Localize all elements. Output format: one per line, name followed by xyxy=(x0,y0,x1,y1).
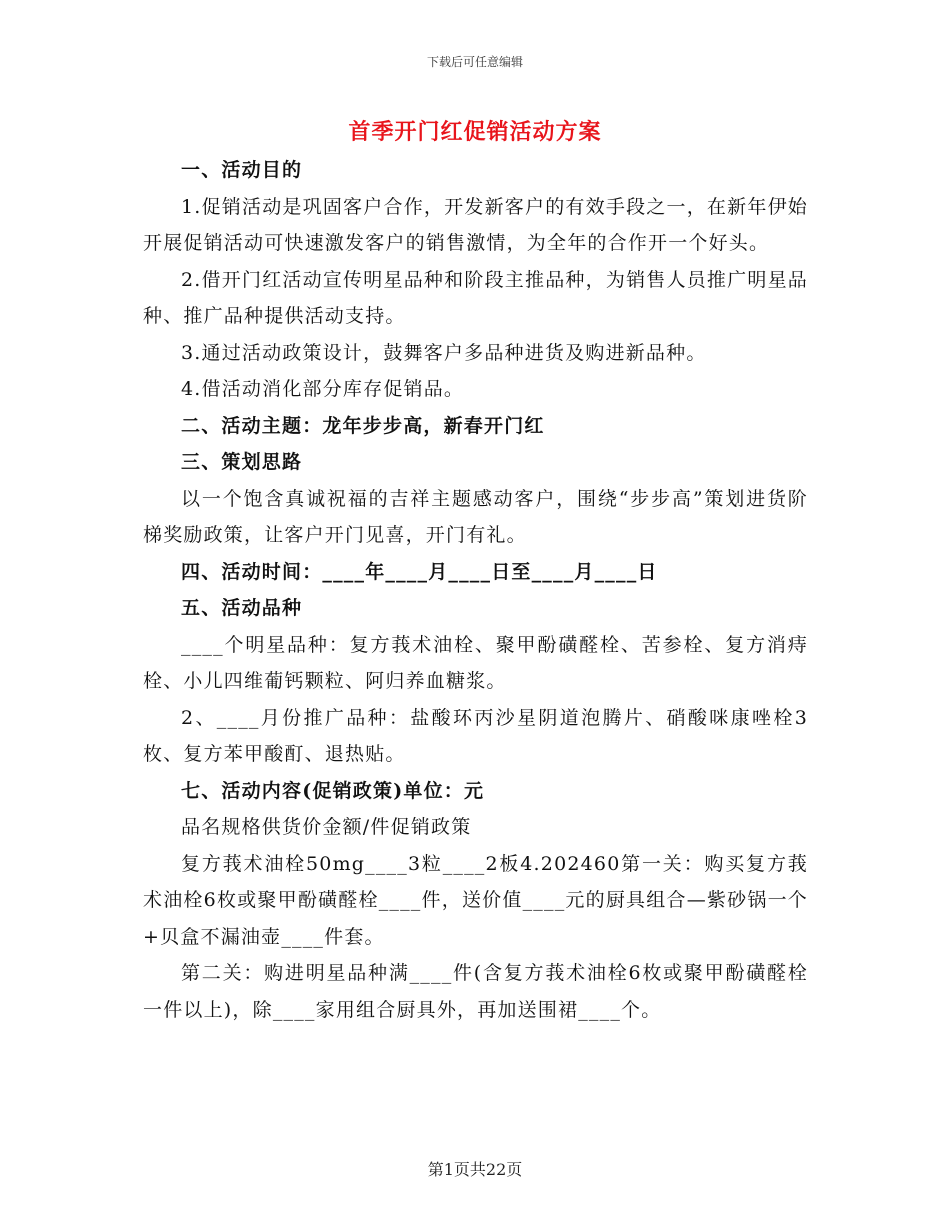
paragraph-purpose-1: 1.促销活动是巩固客户合作，开发新客户的有效手段之一，在新年伊始开展促销活动可快速激发客户的销售激情，为全年的合作开一个好头。 xyxy=(143,195,808,254)
paragraph-star-products: ____个明星品种：复方莪术油栓、聚甲酚磺醛栓、苦参栓、复方消痔栓、小儿四维葡钙颗粒、阿归养血糖浆。 xyxy=(143,633,808,692)
paragraph-purpose-2: 2.借开门红活动宣传明星品种和阶段主推品种，为销售人员推广明星品种、推广品种提供活动支持。 xyxy=(143,268,808,327)
paragraph-purpose-4: 4.借活动消化部分库存促销品。 xyxy=(181,378,465,400)
section-heading-time: 四、活动时间：____年____月____日至____月____日 xyxy=(181,560,658,583)
section-heading-purpose: 一、活动目的 xyxy=(181,159,303,181)
document-body xyxy=(143,152,808,1028)
section-heading-planning: 三、策划思路 xyxy=(181,451,303,473)
paragraph-promo-products: 2、____月份推广品种：盐酸环丙沙星阴道泡腾片、硝酸咪康唑栓3枚、复方苯甲酸酊、退热贴。 xyxy=(143,706,808,765)
header-note: 下载后可任意编辑 xyxy=(426,55,523,69)
section-heading-theme: 二、活动主题：龙年步步高，新春开门红 xyxy=(181,414,545,437)
paragraph-level-1: 复方莪术油栓50mg____3粒____2板4.202460第一关：购买复方莪术油栓6枚或聚甲酚磺醛栓____件，送价值____元的厨具组合—紫砂锅一个+贝盒不漏油壶____件套。 xyxy=(143,852,808,948)
paragraph-purpose-3: 3.通过活动政策设计，鼓舞客户多品种进货及购进新品种。 xyxy=(181,341,707,364)
paragraph-level-2: 第二关：购进明星品种满____件(含复方莪术油栓6枚或聚甲酚磺醛栓一件以上)，除____家用组合厨具外，再加送围裙____个。 xyxy=(143,962,808,1021)
paragraph-table-header: 品名规格供货价金额/件促销政策 xyxy=(181,816,472,838)
section-heading-content: 七、活动内容(促销政策)单位：元 xyxy=(181,779,485,802)
section-heading-products: 五、活动品种 xyxy=(181,597,303,619)
page-number: 第1页共22页 xyxy=(427,1160,523,1179)
paragraph-planning: 以一个饱含真诚祝福的吉祥主题感动客户，围绕“步步高”策划进货阶梯奖励政策，让客户开门见喜，开门有礼。 xyxy=(143,487,808,546)
document-title: 首季开门红促销活动方案 xyxy=(348,119,602,145)
